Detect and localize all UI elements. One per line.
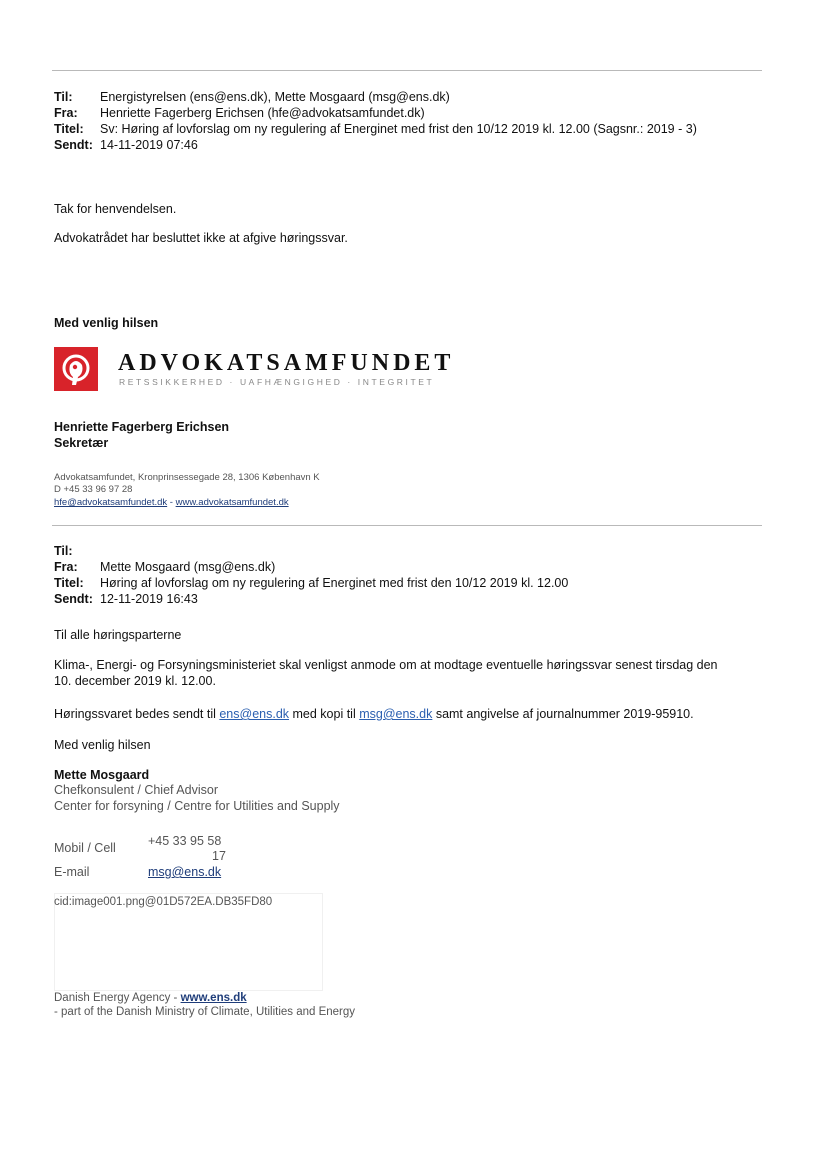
til-label: Til: <box>54 90 73 104</box>
sendt-label: Sendt: <box>54 138 93 152</box>
image-placeholder-text: cid:image001.png@01D572EA.DB35FD80 <box>54 896 273 908</box>
address: Advokatsamfundet, Kronprinsessegade 28, 1306 København K <box>54 472 320 483</box>
link-separator: - <box>167 497 176 508</box>
paragraph-2-mid: med kopi til <box>289 707 360 721</box>
msg-email-link[interactable]: msg@ens.dk <box>359 707 433 721</box>
signer-name-2: Mette Mosgaard <box>54 768 150 782</box>
header-til-2 <box>54 543 100 559</box>
signer-title: Sekretær <box>54 436 109 450</box>
fra-value-2: Mette Mosgaard (msg@ens.dk) <box>100 560 276 574</box>
paragraph-1-line-1: Klima-, Energi- og Forsyningsministeriet skal venligst anmode om at modtage eventuelle høringssvar senest tirsdag den <box>54 658 718 672</box>
salutation: Til alle høringsparterne <box>54 628 182 642</box>
email-link[interactable]: hfe@advokatsamfundet.dk <box>54 497 168 508</box>
signer-title-2: Chefkonsulent / Chief Advisor <box>54 783 218 797</box>
titel-label-2: Titel: <box>54 576 84 590</box>
header-til <box>54 89 450 105</box>
middle-divider <box>52 525 762 526</box>
body-line-2: Advokatrådet har besluttet ikke at afgive høringssvar. <box>54 231 348 245</box>
header-titel-2 <box>54 575 568 591</box>
header-fra-2 <box>54 559 275 575</box>
titel-label: Titel: <box>54 122 84 136</box>
sendt-label-2: Sendt: <box>54 592 93 606</box>
greeting: Med venlig hilsen <box>54 316 159 330</box>
email-label: E-mail <box>54 865 90 879</box>
signer-dept-2: Center for forsyning / Centre for Utilities and Supply <box>54 799 340 813</box>
top-divider <box>52 70 762 71</box>
phone: D +45 33 96 97 28 <box>54 484 133 495</box>
greeting-2: Med venlig hilsen <box>54 738 151 752</box>
header-sendt-2 <box>54 591 198 607</box>
email-value <box>148 864 221 880</box>
mobile-value-line-2: 17 <box>212 849 226 863</box>
header-fra <box>54 105 425 121</box>
advokatsamfundet-logo-icon <box>54 347 98 391</box>
header-sendt <box>54 137 198 153</box>
email-value-link[interactable]: msg@ens.dk <box>148 865 222 879</box>
contact-links <box>54 497 289 509</box>
titel-value: Sv: Høring af lovforslag om ny regulering af Energinet med frist den 10/12 2019 kl. 12.00 (Sagsnr.: 2019 - 3) <box>100 122 697 136</box>
paragraph-2-post: samt angivelse af journalnummer 2019-95910. <box>432 707 694 721</box>
signer-name: Henriette Fagerberg Erichsen <box>54 420 230 434</box>
agency-pre: Danish Energy Agency - <box>54 992 181 1004</box>
til-value: Energistyrelsen (ens@ens.dk), Mette Mosgaard (msg@ens.dk) <box>100 90 450 104</box>
logo-tagline: RETSSIKKERHED · UAFHÆNGIGHED · INTEGRITET <box>119 377 435 387</box>
web-link[interactable]: www.advokatsamfundet.dk <box>175 497 289 508</box>
fra-label-2: Fra: <box>54 560 78 574</box>
agency-web-link[interactable]: www.ens.dk <box>180 992 247 1004</box>
paragraph-2-pre: Høringssvaret bedes sendt til <box>54 707 220 721</box>
paragraph-2 <box>54 706 694 722</box>
sendt-value: 14-11-2019 07:46 <box>100 138 198 152</box>
header-titel <box>54 121 697 137</box>
agency-line-2: - part of the Danish Ministry of Climate, Utilities and Energy <box>54 1006 356 1018</box>
sendt-value-2: 12-11-2019 16:43 <box>100 592 198 606</box>
mobile-label: Mobil / Cell <box>54 841 116 855</box>
logo-wordmark: ADVOKATSAMFUNDET <box>118 350 455 376</box>
body-line-1: Tak for henvendelsen. <box>54 202 177 216</box>
ens-email-link[interactable]: ens@ens.dk <box>219 707 290 721</box>
paragraph-1-line-2: 10. december 2019 kl. 12.00. <box>54 674 216 688</box>
fra-label: Fra: <box>54 106 78 120</box>
mobile-value-line-1: +45 33 95 58 <box>148 834 222 848</box>
til-label-2: Til: <box>54 544 73 558</box>
fra-value: Henriette Fagerberg Erichsen (hfe@advokatsamfundet.dk) <box>100 106 425 120</box>
titel-value-2: Høring af lovforslag om ny regulering af Energinet med frist den 10/12 2019 kl. 12.00 <box>100 576 569 590</box>
